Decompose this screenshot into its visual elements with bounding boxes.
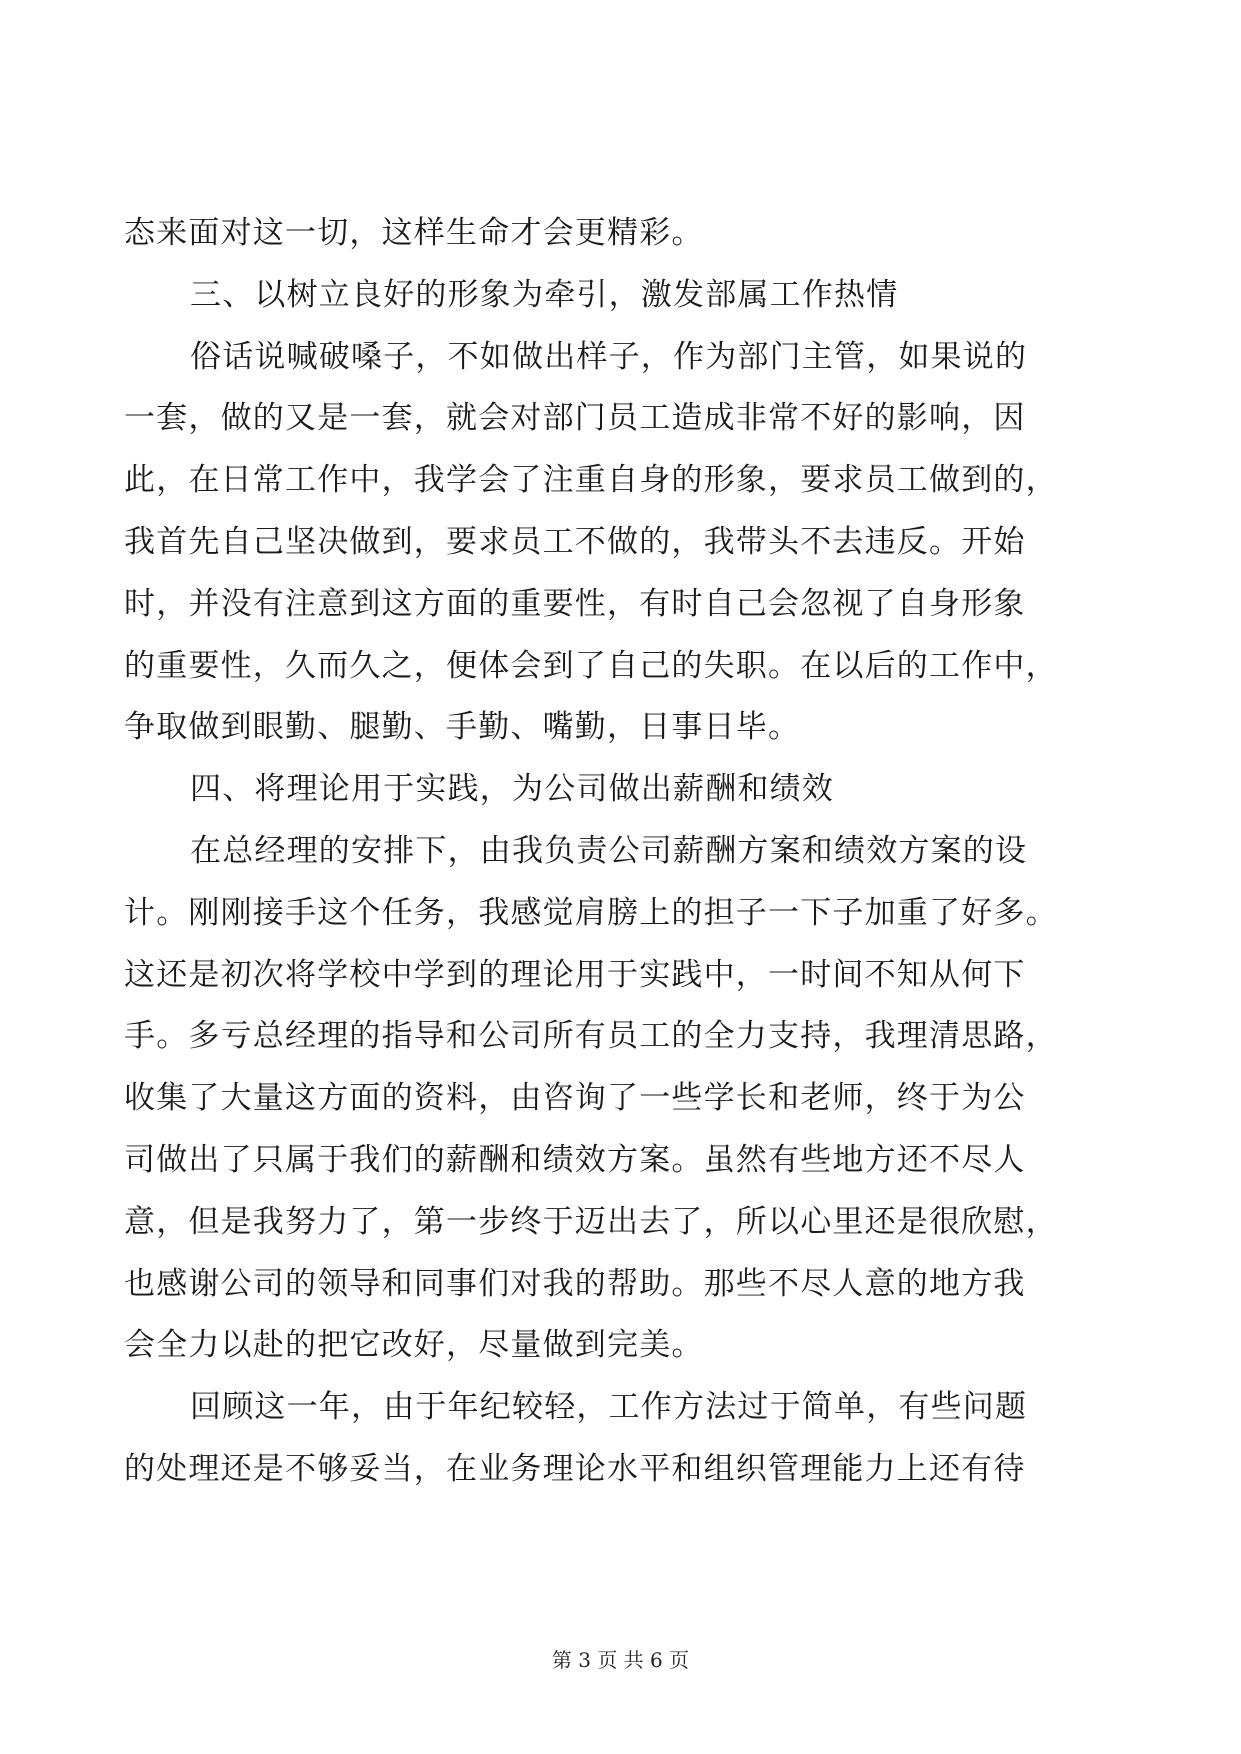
text-line: 收集了大量这方面的资料，由咨询了一些学长和老师，终于为公	[124, 1080, 1026, 1117]
text-line: 争取做到眼勤、腿勤、手勤、嘴勤，日事日毕。	[124, 709, 801, 746]
text-line: 司做出了只属于我们的薪酬和绩效方案。虽然有些地方还不尽人	[124, 1141, 1026, 1178]
text-line: 计。刚刚接手这个任务，我感觉肩膀上的担子一下子加重了好多。	[124, 894, 1058, 931]
text-line: 也感谢公司的领导和同事们对我的帮助。那些不尽人意的地方我	[124, 1265, 1026, 1302]
body-text	[124, 203, 1084, 1501]
text-line: 我首先自己坚决做到，要求员工不做的，我带头不去违反。开始	[124, 523, 1026, 560]
paragraph-start: 俗话说喊破嗓子，不如做出样子，作为部门主管，如果说的	[190, 338, 1028, 375]
text-line: 时，并没有注意到这方面的重要性，有时自己会忽视了自身形象	[124, 585, 1026, 622]
page-number-footer: 第 3 页 共 6 页	[551, 1648, 690, 1672]
text-line: 的重要性，久而久之，便体会到了自己的失职。在以后的工作中，	[124, 647, 1058, 684]
text-line: 一套，做的又是一套，就会对部门员工造成非常不好的影响，因	[124, 400, 1026, 437]
text-line: 态来面对这一切，这样生命才会更精彩。	[124, 215, 704, 251]
section-heading: 三、以树立良好的形象为牵引，激发部属工作热情	[190, 276, 899, 313]
text-line: 手。多亏总经理的指导和公司所有员工的全力支持，我理清思路，	[124, 1018, 1058, 1055]
text-line: 此，在日常工作中，我学会了注重自身的形象，要求员工做到的，	[124, 462, 1058, 499]
paragraph-start: 在总经理的安排下，由我负责公司薪酬方案和绩效方案的设	[190, 832, 1028, 869]
text-line: 这还是初次将学校中学到的理论用于实践中，一时间不知从何下	[124, 956, 1026, 993]
text-line: 意，但是我努力了，第一步终于迈出去了，所以心里还是很欣慰，	[124, 1203, 1058, 1240]
section-heading: 四、将理论用于实践，为公司做出薪酬和绩效	[190, 771, 834, 808]
paragraph-start: 回顾这一年，由于年纪较轻，工作方法过于简单，有些问题	[190, 1389, 1028, 1426]
text-line: 的处理还是不够妥当，在业务理论水平和组织管理能力上还有待	[124, 1450, 1026, 1487]
text-line: 会全力以赴的把它改好，尽量做到完美。	[124, 1327, 704, 1364]
